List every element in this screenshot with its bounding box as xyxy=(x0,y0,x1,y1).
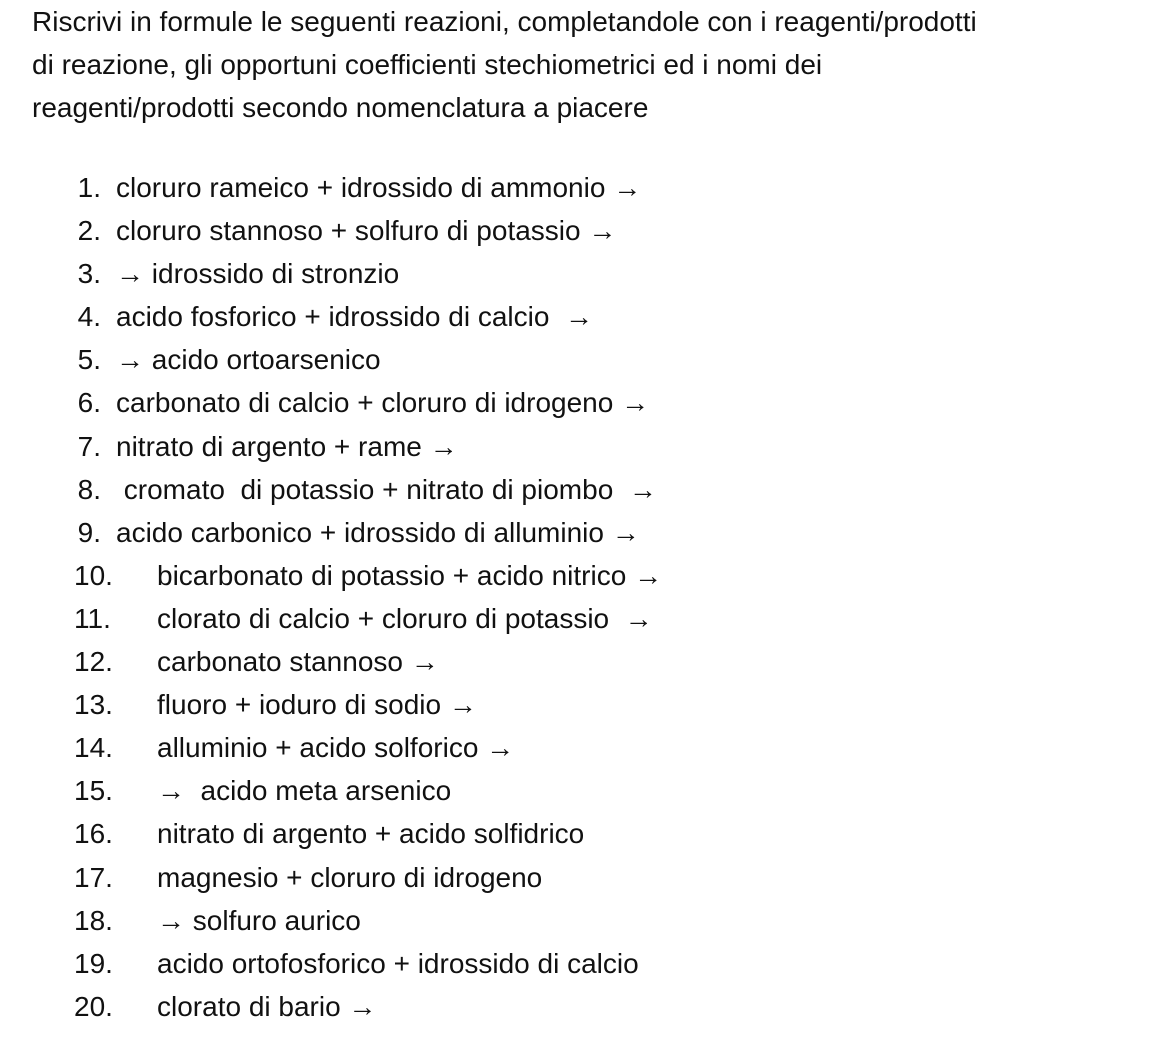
instructions-paragraph: Riscrivi in formule le seguenti reazioni, completandole con i reagenti/prodotti di reazione, gli opportuni coefficienti stechiometrici ed i nomi dei reagenti/prodotti secondo nomenclatura a piacere xyxy=(32,6,977,123)
list-item xyxy=(0,166,1149,209)
item-text: carbonato stannoso → xyxy=(157,646,439,678)
list-item xyxy=(0,468,1149,511)
item-text: nitrato di argento + acido solfidrico xyxy=(157,818,585,850)
reaction-list xyxy=(0,166,1149,1028)
item-text: fluoro + ioduro di sodio → xyxy=(157,689,477,721)
list-item xyxy=(0,511,1149,554)
list-item xyxy=(0,942,1149,985)
item-number: 14. xyxy=(74,732,113,764)
item-text: → idrossido di stronzio xyxy=(116,258,400,290)
list-item xyxy=(0,554,1149,597)
item-number: 4. xyxy=(77,301,101,333)
list-item xyxy=(0,640,1149,683)
item-text: acido ortofosforico + idrossido di calcio xyxy=(157,947,639,979)
item-number: 1. xyxy=(77,172,101,203)
item-number: 11. xyxy=(74,602,111,634)
list-item xyxy=(0,597,1149,640)
item-number: 3. xyxy=(77,258,101,290)
item-text: → acido ortoarsenico xyxy=(116,344,381,376)
item-number: 17. xyxy=(74,861,113,893)
item-number: 13. xyxy=(74,689,113,721)
item-text: cloruro stannoso + solfuro di potassio → xyxy=(116,215,617,247)
item-number: 20. xyxy=(74,990,113,1022)
item-number: 10. xyxy=(74,559,113,591)
item-text: carbonato di calcio + cloruro di idrogeno → xyxy=(116,387,650,419)
item-text: → acido meta arsenico xyxy=(157,775,452,807)
list-item xyxy=(0,338,1149,381)
list-item xyxy=(0,769,1149,812)
item-number: 16. xyxy=(74,818,113,850)
list-item xyxy=(0,683,1149,726)
item-number: 7. xyxy=(77,430,101,462)
item-text: magnesio + cloruro di idrogeno xyxy=(157,861,543,893)
item-text: cloruro rameico + idrossido di ammonio → xyxy=(116,172,642,203)
list-item xyxy=(0,856,1149,899)
list-item xyxy=(0,425,1149,468)
item-number: 19. xyxy=(74,947,113,979)
item-number: 18. xyxy=(74,904,113,936)
item-number: 6. xyxy=(77,387,101,419)
item-text: acido fosforico + idrossido di calcio → xyxy=(116,301,593,333)
item-text: bicarbonato di potassio + acido nitrico → xyxy=(157,559,663,591)
list-item xyxy=(0,985,1149,1028)
list-item xyxy=(0,209,1149,252)
list-item xyxy=(0,252,1149,295)
item-text: → solfuro aurico xyxy=(157,904,361,936)
item-number: 2. xyxy=(77,215,101,247)
item-text: acido carbonico + idrossido di alluminio → xyxy=(116,516,640,548)
item-number: 8. xyxy=(77,473,101,505)
item-number: 12. xyxy=(74,646,113,678)
item-number: 15. xyxy=(74,775,113,807)
list-item xyxy=(0,812,1149,855)
item-text: cromato di potassio + nitrato di piombo → xyxy=(116,473,657,505)
item-text: clorato di calcio + cloruro di potassio → xyxy=(157,602,653,634)
item-text: clorato di bario → xyxy=(157,990,377,1022)
item-number: 5. xyxy=(77,344,101,376)
list-item xyxy=(0,381,1149,424)
list-item xyxy=(0,899,1149,942)
item-text: nitrato di argento + rame → xyxy=(116,430,458,462)
item-number: 9. xyxy=(77,516,101,548)
item-text: alluminio + acido solforico → xyxy=(157,732,515,764)
list-item xyxy=(0,295,1149,338)
list-item xyxy=(0,726,1149,769)
